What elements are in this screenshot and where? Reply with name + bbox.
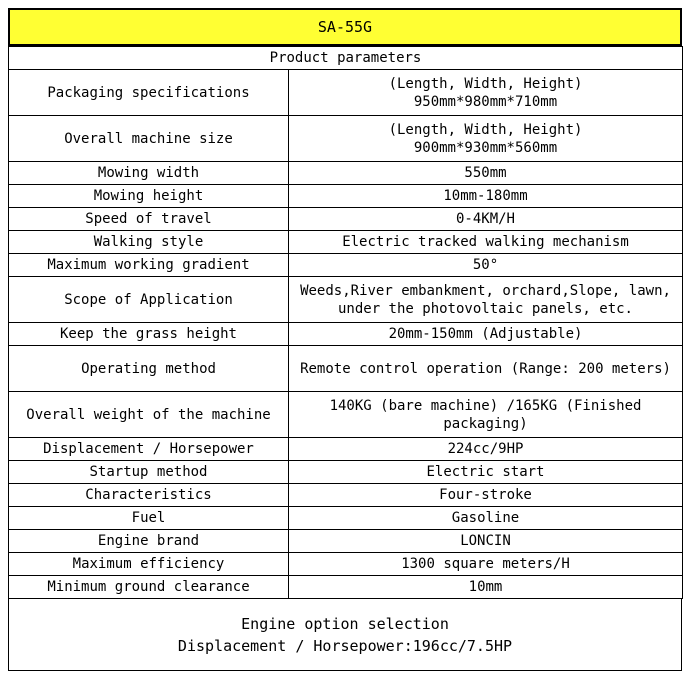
table-row (9, 116, 683, 162)
table-row (9, 553, 683, 576)
table-row (9, 461, 683, 484)
param-label: Scope of Application (9, 277, 289, 323)
section-title: Product parameters (9, 47, 683, 70)
param-value: 20mm-150mm (Adjustable) (289, 323, 683, 346)
table-row (9, 277, 683, 323)
param-label: Minimum ground clearance (9, 576, 289, 599)
param-value: Electric start (289, 461, 683, 484)
param-value: Four-stroke (289, 484, 683, 507)
model-title: SA-55G (317, 18, 373, 36)
param-value: Weeds,River embankment, orchard,Slope, lawn, under the photovoltaic panels, etc. (289, 277, 683, 323)
param-value: Remote control operation (Range: 200 meters) (289, 346, 683, 392)
table-row (9, 70, 683, 116)
section-header-row (9, 47, 683, 70)
param-value: 550mm (289, 162, 683, 185)
footer-heading: Engine option selection (241, 614, 449, 633)
param-value: 0-4KM/H (289, 208, 683, 231)
param-label: Mowing width (9, 162, 289, 185)
table-row (9, 323, 683, 346)
table-row (9, 208, 683, 231)
table-row (9, 530, 683, 553)
param-value: (Length, Width, Height) 900mm*930mm*560mm (289, 116, 683, 162)
param-value: LONCIN (289, 530, 683, 553)
footer-detail: Displacement / Horsepower:196cc/7.5HP (177, 636, 513, 655)
param-label: Displacement / Horsepower (9, 438, 289, 461)
param-label: Engine brand (9, 530, 289, 553)
table-row (9, 185, 683, 208)
param-label: Speed of travel (9, 208, 289, 231)
param-value: 1300 square meters/H (289, 553, 683, 576)
param-label: Startup method (9, 461, 289, 484)
engine-option-footer (8, 599, 682, 671)
param-label: Overall weight of the machine (9, 392, 289, 438)
param-value: 50° (289, 254, 683, 277)
spec-sheet (8, 8, 682, 671)
param-label: Walking style (9, 231, 289, 254)
parameters-table (8, 46, 683, 599)
param-label: Characteristics (9, 484, 289, 507)
table-row (9, 484, 683, 507)
table-row (9, 576, 683, 599)
table-row (9, 438, 683, 461)
param-label: Overall machine size (9, 116, 289, 162)
model-title-banner (8, 8, 682, 46)
param-label: Maximum efficiency (9, 553, 289, 576)
param-label: Operating method (9, 346, 289, 392)
param-label: Fuel (9, 507, 289, 530)
param-label: Mowing height (9, 185, 289, 208)
param-value: 140KG (bare machine) /165KG (Finished packaging) (289, 392, 683, 438)
table-row (9, 346, 683, 392)
param-label: Maximum working gradient (9, 254, 289, 277)
param-label: Keep the grass height (9, 323, 289, 346)
param-value: 224cc/9HP (289, 438, 683, 461)
table-row (9, 231, 683, 254)
param-value: (Length, Width, Height) 950mm*980mm*710mm (289, 70, 683, 116)
param-value: 10mm (289, 576, 683, 599)
param-value: Electric tracked walking mechanism (289, 231, 683, 254)
param-value: 10mm-180mm (289, 185, 683, 208)
table-row (9, 392, 683, 438)
table-row (9, 507, 683, 530)
table-row (9, 162, 683, 185)
table-row (9, 254, 683, 277)
param-value: Gasoline (289, 507, 683, 530)
param-label: Packaging specifications (9, 70, 289, 116)
